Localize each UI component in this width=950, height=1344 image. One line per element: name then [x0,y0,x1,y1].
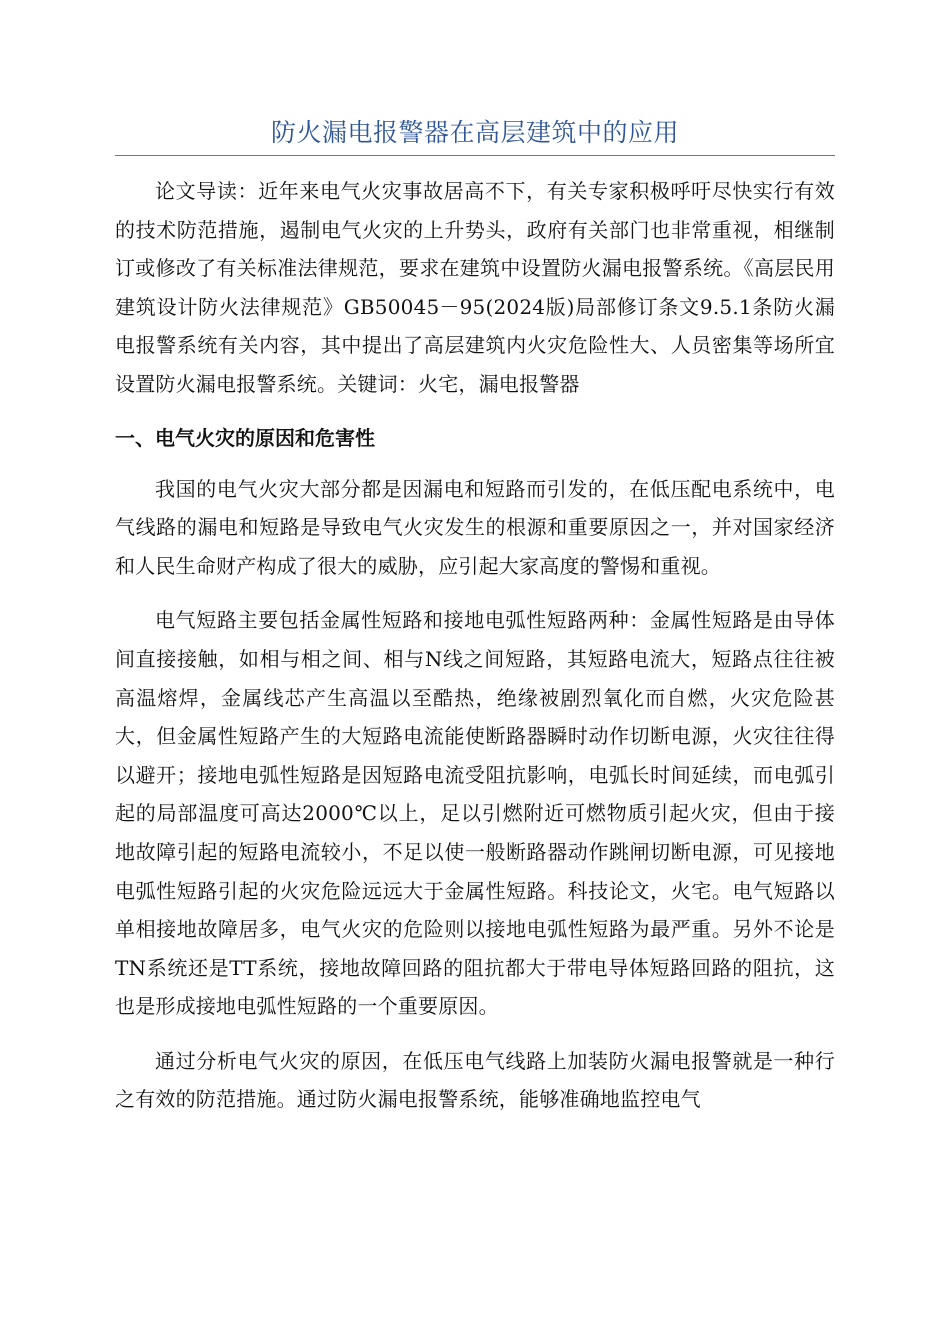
document-title: 防火漏电报警器在高层建筑中的应用 [270,118,679,147]
section-heading: 一、电气火灾的原因和危害性 [115,425,375,450]
body-paragraph: 我国的电气火灾大部分都是因漏电和短路而引发的，在低压配电系统中，电气线路的漏电和短路是导致电气火灾发生的根源和重要原因之一，并对国家经济和人民生命财产构成了很大的威胁，应引起大家高度的警惕和重视。 [115,476,835,578]
title-underline [115,155,835,156]
document-body [115,172,835,1135]
body-paragraph: 电气短路主要包括金属性短路和接地电弧性短路两种：金属性短路是由导体间直接接触，如相与相之间、相与N线之间短路，其短路电流大，短路点往往被高温熔焊，金属线芯产生高温以至酷热，绝缘被剧烈氧化而自燃，火灾危险甚大，但金属性短路产生的大短路电流能使断路器瞬时动作切断电源，火灾往往得以避开；接地电弧性短路是因短路电流受阻抗影响，电弧长时间延续，而电弧引起的局部温度可高达2000℃以上，足以引燃附近可燃物质引起火灾，但由于接地故障引起的短路电流较小，不足以使一般断路器动作跳闸切断电源，可见接地电弧性短路引起的火灾危险远远大于金属性短路。科技论文，火宅。电气短路以单相接地故障居多，电气火灾的危险则以接地电弧性短路为最严重。另外不论是TN系统还是TT系统，接地故障回路的阻抗都大于带电导体短路回路的阻抗，这也是形成接地电弧性短路的一个重要原因。 [115,608,835,1019]
intro-paragraph: 论文导读：近年来电气火灾事故居高不下，有关专家积极呼吁尽快实行有效的技术防范措施，遏制电气火灾的上升势头，政府有关部门也非常重视，相继制订或修改了有关标准法律规范，要求在建筑中设置防火漏电报警系统。《高层民用建筑设计防火法律规范》GB50045－95(2024版)局部修订条文9.5.1条防火漏电报警系统有关内容，其中提出了高层建筑内火灾危险性大、人员密集等场所宜设置防火漏电报警系统。关键词：火宅，漏电报警器 [115,179,835,396]
body-paragraph: 通过分析电气火灾的原因，在低压电气线路上加装防火漏电报警就是一种行之有效的防范措施。通过防火漏电报警系统，能够准确地监控电气 [115,1048,835,1112]
